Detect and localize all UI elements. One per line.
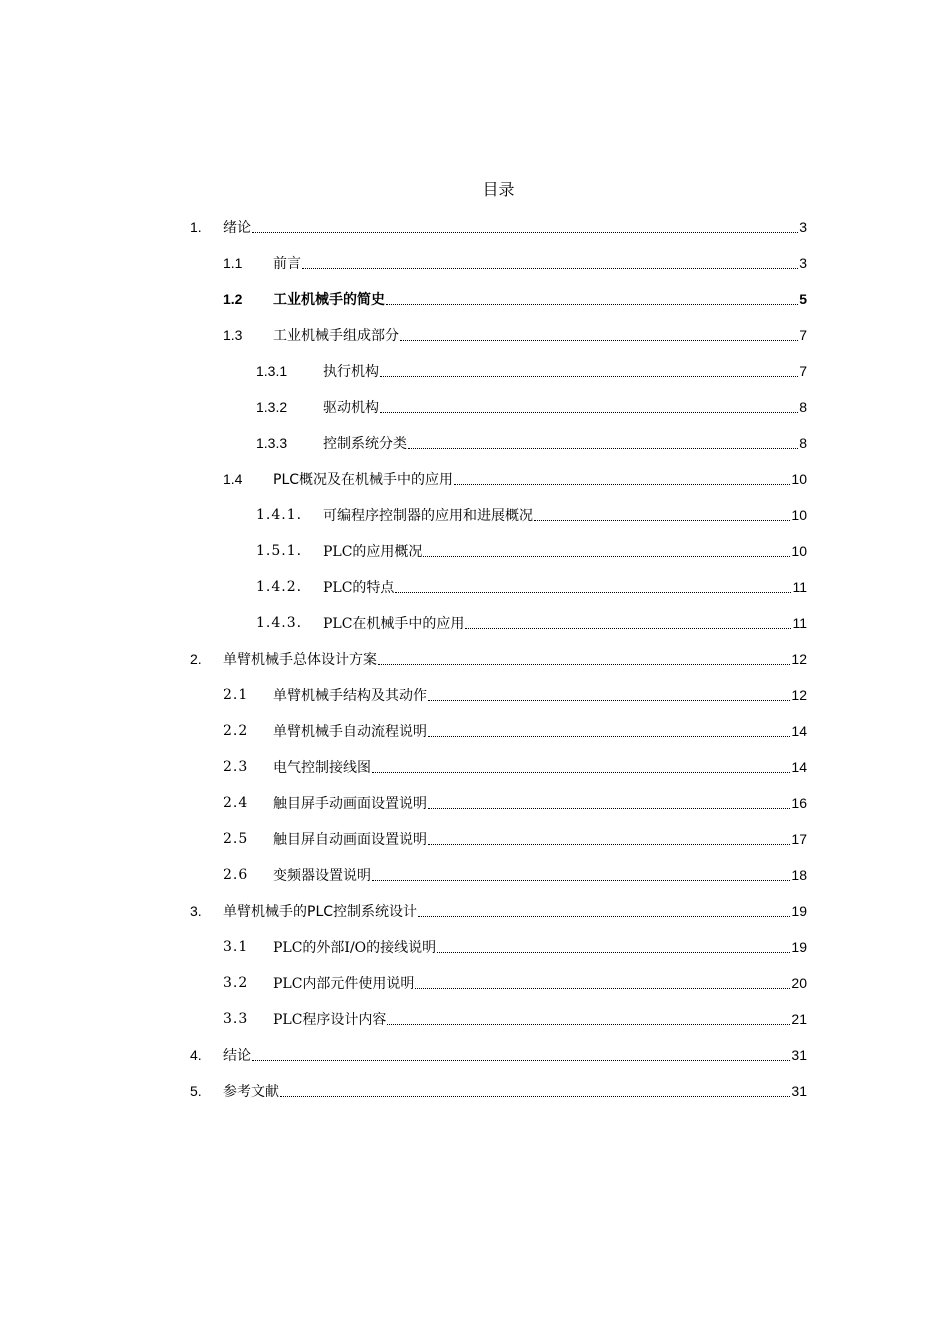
- toc-entry[interactable]: [0, 821, 950, 857]
- toc-entry-body: [323, 605, 807, 641]
- toc-entry-body: [273, 749, 807, 785]
- toc-entry[interactable]: [0, 353, 950, 389]
- toc-entry-title: 变频器设置说明: [273, 868, 371, 884]
- toc-entry-page: 19: [791, 903, 807, 919]
- toc-entry-page: 8: [799, 399, 807, 415]
- dot-leader: [428, 699, 790, 701]
- dot-leader: [415, 987, 790, 989]
- toc-entry-number: 3.2: [223, 975, 249, 991]
- toc-entry-number: 1.3.2: [256, 399, 288, 415]
- dot-leader: [400, 339, 798, 341]
- toc-entry[interactable]: [0, 893, 950, 929]
- dot-leader: [418, 915, 790, 917]
- toc-entry-body: [273, 245, 807, 281]
- toc-entry[interactable]: [0, 677, 950, 713]
- toc-entry[interactable]: [0, 605, 950, 641]
- toc-entry-number: 5.: [190, 1083, 202, 1099]
- toc-entry-title: 工业机械手组成部分: [273, 328, 399, 344]
- toc-entry[interactable]: [0, 569, 950, 605]
- dot-leader: [454, 483, 790, 485]
- toc-entry-body: [273, 1001, 807, 1037]
- dot-leader: [408, 447, 798, 449]
- toc-entry-number: 3.: [190, 903, 202, 919]
- toc-entry[interactable]: [0, 497, 950, 533]
- toc-entry-title: 工业机械手的简史: [273, 292, 385, 308]
- dot-leader: [534, 519, 790, 521]
- toc-entry-body: [273, 821, 807, 857]
- dot-leader: [428, 735, 790, 737]
- toc-entry-body: [273, 965, 807, 1001]
- toc-entry-body: [273, 281, 807, 317]
- toc-entry-number: 2.5: [223, 831, 249, 847]
- toc-entry-body: [223, 1073, 807, 1109]
- toc-entry-title: 可编程序控制器的应用和进展概况: [323, 508, 533, 524]
- toc-entry-page: 17: [791, 831, 807, 847]
- toc-entry-number: 2.4: [223, 795, 249, 811]
- dot-leader: [378, 663, 790, 665]
- toc-entry-body: [323, 425, 807, 461]
- toc-entry-number: 1.5.1.: [256, 543, 303, 559]
- toc-entry-title: 驱动机构: [323, 400, 379, 416]
- toc-entry-number: 1.4.1.: [256, 507, 303, 523]
- toc-entry-page: 19: [791, 939, 807, 955]
- dot-leader: [465, 627, 791, 629]
- toc-entry[interactable]: [0, 1001, 950, 1037]
- toc-entry-page: 21: [791, 1011, 807, 1027]
- dot-leader: [280, 1095, 790, 1097]
- toc-entry-number: 1.: [190, 219, 202, 235]
- dot-leader: [437, 951, 790, 953]
- toc-entry-number: 3.1: [223, 939, 249, 955]
- dot-leader: [252, 231, 798, 233]
- toc-entry-body: [323, 569, 807, 605]
- toc-entry-body: [273, 785, 807, 821]
- toc-entry-title: 单臂机械手自动流程说明: [273, 724, 427, 740]
- toc-entry-body: [323, 497, 807, 533]
- toc-entry-title: 单臂机械手总体设计方案: [223, 652, 377, 668]
- toc-entry[interactable]: [0, 1073, 950, 1109]
- toc-entry-page: 18: [791, 867, 807, 883]
- toc-entry-body: [273, 677, 807, 713]
- toc-entry-page: 20: [791, 975, 807, 991]
- dot-leader: [386, 303, 798, 305]
- toc-entry-title: 控制系统分类: [323, 436, 407, 452]
- toc-entry-title: 绪论: [223, 220, 251, 236]
- toc-entry-number: 1.4.3.: [256, 615, 303, 631]
- toc-entry-title: PLC内部元件使用说明: [273, 976, 415, 992]
- toc-entry-page: 10: [791, 471, 807, 487]
- toc-entry-body: [323, 389, 807, 425]
- toc-entry-page: 14: [791, 759, 807, 775]
- toc-entry[interactable]: [0, 857, 950, 893]
- toc-entry-body: [273, 713, 807, 749]
- toc-entry[interactable]: [0, 461, 950, 497]
- toc-entry-title: 单臂机械手结构及其动作: [273, 688, 427, 704]
- toc-entry-number: 2.3: [223, 759, 249, 775]
- toc-entry-page: 31: [791, 1083, 807, 1099]
- dot-leader: [252, 1059, 790, 1061]
- toc-entry[interactable]: [0, 209, 950, 245]
- toc-entry[interactable]: [0, 965, 950, 1001]
- toc-entry-body: [273, 317, 807, 353]
- dot-leader: [302, 267, 798, 269]
- toc-entry-body: [273, 929, 807, 965]
- toc-entry-title: PLC程序设计内容: [273, 1012, 387, 1028]
- toc-entry-page: 12: [791, 651, 807, 667]
- toc-entry[interactable]: [0, 245, 950, 281]
- toc-entry-title: PLC概况及在机械手中的应用: [273, 472, 454, 488]
- toc-entry-page: 11: [792, 615, 807, 631]
- toc-entry[interactable]: [0, 785, 950, 821]
- dot-leader: [372, 771, 790, 773]
- dot-leader: [395, 591, 791, 593]
- toc-entry-page: 10: [791, 543, 807, 559]
- toc-entry-title: 电气控制接线图: [273, 760, 371, 776]
- toc-entry-number: 1.1: [223, 255, 243, 271]
- toc-entry-title: 执行机构: [323, 364, 379, 380]
- toc-entry-body: [223, 209, 807, 245]
- dot-leader: [428, 807, 790, 809]
- toc-list: [0, 209, 950, 1109]
- toc-entry[interactable]: [0, 533, 950, 569]
- dot-leader: [387, 1023, 790, 1025]
- toc-entry-body: [223, 641, 807, 677]
- toc-entry[interactable]: [0, 281, 950, 317]
- toc-entry-body: [323, 353, 807, 389]
- toc-entry-title: PLC的外部I/O的接线说明: [273, 940, 437, 956]
- toc-entry-body: [223, 893, 807, 929]
- toc-entry[interactable]: [0, 425, 950, 461]
- toc-entry[interactable]: [0, 1037, 950, 1073]
- toc-entry-body: [273, 461, 807, 497]
- toc-entry[interactable]: [0, 389, 950, 425]
- toc-entry[interactable]: [0, 641, 950, 677]
- toc-entry-page: 5: [799, 291, 807, 307]
- toc-entry-title: 结论: [223, 1048, 251, 1064]
- toc-entry-number: 1.3.3: [256, 435, 288, 451]
- toc-entry-number: 2.: [190, 651, 202, 667]
- toc-entry-page: 12: [791, 687, 807, 703]
- toc-entry-number: 1.4: [223, 471, 243, 487]
- toc-entry-number: 1.2: [223, 291, 243, 307]
- toc-entry-title: 触目屏手动画面设置说明: [273, 796, 427, 812]
- toc-entry-page: 31: [791, 1047, 807, 1063]
- toc-entry-page: 8: [799, 435, 807, 451]
- toc-entry-title: PLC在机械手中的应用: [323, 616, 465, 632]
- dot-leader: [372, 879, 790, 881]
- toc-entry-body: [223, 1037, 807, 1073]
- toc-entry[interactable]: [0, 749, 950, 785]
- dot-leader: [380, 375, 798, 377]
- toc-entry-title: PLC的应用概况: [323, 544, 423, 560]
- toc-entry-title: PLC的特点: [323, 580, 395, 596]
- dot-leader: [428, 843, 790, 845]
- toc-entry-number: 1.4.2.: [256, 579, 303, 595]
- toc-entry-page: 10: [791, 507, 807, 523]
- toc-entry-number: 4.: [190, 1047, 202, 1063]
- toc-entry[interactable]: [0, 317, 950, 353]
- toc-entry-page: 14: [791, 723, 807, 739]
- toc-entry-number: 1.3.1: [256, 363, 288, 379]
- toc-entry-number: 2.6: [223, 867, 249, 883]
- toc-entry-title: 单臂机械手的PLC控制系统设计: [223, 904, 418, 920]
- toc-entry-page: 16: [791, 795, 807, 811]
- toc-entry-title: 触目屏自动画面设置说明: [273, 832, 427, 848]
- toc-entry[interactable]: [0, 713, 950, 749]
- toc-entry-page: 7: [799, 327, 807, 343]
- toc-entry-number: 2.2: [223, 723, 249, 739]
- toc-entry-number: 3.3: [223, 1011, 249, 1027]
- toc-entry-page: 7: [799, 363, 807, 379]
- toc-entry-page: 11: [792, 579, 807, 595]
- toc-entry-page: 3: [799, 255, 807, 271]
- dot-leader: [423, 555, 790, 557]
- toc-entry[interactable]: [0, 929, 950, 965]
- toc-entry-title: 前言: [273, 256, 301, 272]
- toc-entry-body: [273, 857, 807, 893]
- toc-entry-page: 3: [799, 219, 807, 235]
- toc-title: 目录: [482, 180, 515, 199]
- toc-entry-number: 1.3: [223, 327, 243, 343]
- dot-leader: [380, 411, 798, 413]
- toc-entry-body: [323, 533, 807, 569]
- toc-entry-title: 参考文献: [223, 1084, 279, 1100]
- toc-entry-number: 2.1: [223, 687, 249, 703]
